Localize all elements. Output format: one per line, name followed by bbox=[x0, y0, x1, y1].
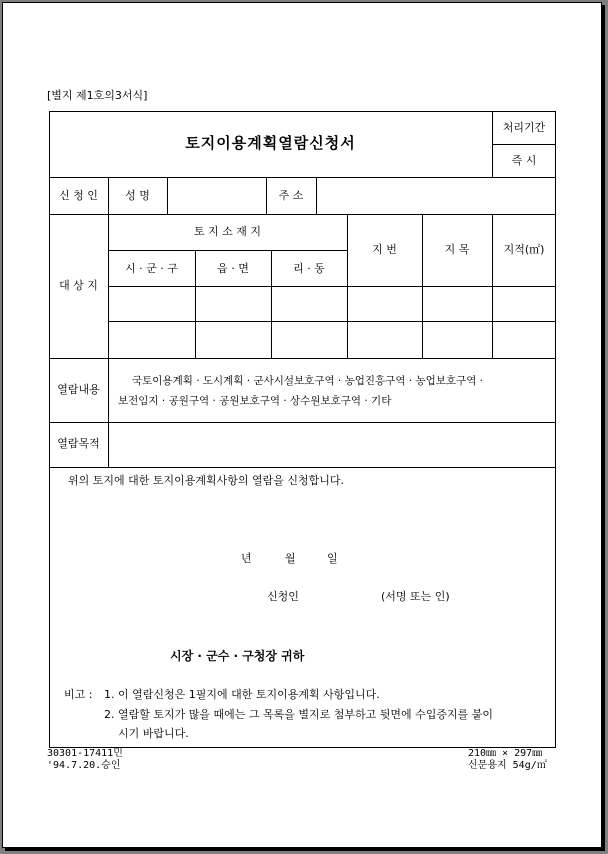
applicant-label: 신 청 인 bbox=[59, 189, 98, 202]
line bbox=[347, 214, 348, 358]
line bbox=[49, 467, 556, 468]
line bbox=[49, 422, 556, 423]
form-title: 토지이용계획열람신청서 bbox=[185, 134, 356, 152]
land-category-header: 지 목 bbox=[444, 243, 470, 256]
date-month: 월 bbox=[285, 552, 296, 565]
line bbox=[49, 214, 556, 215]
applicant-sign-label: 신청인 bbox=[267, 590, 299, 603]
footer-approval-date: '94.7.20.승인 bbox=[47, 760, 121, 771]
line bbox=[108, 286, 556, 287]
line bbox=[49, 177, 556, 178]
footer-form-number: 30301-17411민 bbox=[47, 748, 123, 759]
addressee: 시장 · 군수 · 구청장 귀하 bbox=[170, 649, 305, 663]
address-label: 주 소 bbox=[278, 189, 304, 202]
date-year: 년 bbox=[241, 552, 252, 565]
sub-header-town: 읍 · 면 bbox=[217, 262, 249, 275]
processing-label: 처리기간 bbox=[502, 121, 546, 134]
note-2-cont: 시기 바랍니다. bbox=[118, 727, 189, 740]
line bbox=[316, 177, 317, 214]
notes-label: 비고 : bbox=[64, 688, 93, 701]
lot-number-header: 지 번 bbox=[372, 243, 397, 256]
content-line-2: 보전임지 · 공원구역 · 공원보호구역 · 상수원보호구역 · 기타 bbox=[118, 395, 392, 407]
sub-header-village: 리 · 동 bbox=[293, 262, 325, 275]
name-label: 성 명 bbox=[125, 189, 150, 202]
line bbox=[167, 177, 168, 214]
line bbox=[492, 144, 556, 145]
content-line-1: 국토이용계획 · 도시계획 · 군사시설보호구역 · 농업진흥구역 · 농업보호구역 · bbox=[132, 375, 484, 387]
processing-value: 즉 시 bbox=[511, 154, 537, 167]
line bbox=[108, 250, 347, 251]
statement: 위의 토지에 대한 토지이용계획사항의 열람을 신청합니다. bbox=[68, 474, 345, 487]
line bbox=[492, 214, 493, 358]
sub-header-city: 시 · 군 · 구 bbox=[125, 262, 178, 275]
purpose-label: 열람목적 bbox=[57, 437, 100, 450]
note-2: 2. 열람할 토지가 많을 때에는 그 목록을 별지로 첨부하고 뒷면에 수입증지를 붙이 bbox=[104, 708, 493, 721]
sign-or-seal: (서명 또는 인) bbox=[381, 590, 450, 603]
area-header: 지적(㎡) bbox=[503, 243, 545, 256]
footer-paper-type: 신문용지 54g/㎡ bbox=[468, 760, 547, 771]
location-header: 토 지 소 재 지 bbox=[193, 225, 262, 238]
line bbox=[422, 214, 423, 358]
line bbox=[108, 177, 109, 467]
note-1: 1. 이 열람신청은 1필지에 대한 토지이용계획 사항입니다. bbox=[104, 688, 380, 701]
form-code: [별지 제1호의3서식] bbox=[47, 89, 148, 102]
date-day: 일 bbox=[327, 552, 338, 565]
line bbox=[49, 358, 556, 359]
line bbox=[108, 321, 556, 322]
target-label: 대 상 지 bbox=[59, 279, 98, 292]
footer-paper-size: 210㎜ × 297㎜ bbox=[468, 748, 543, 759]
content-label: 열람내용 bbox=[57, 383, 100, 396]
